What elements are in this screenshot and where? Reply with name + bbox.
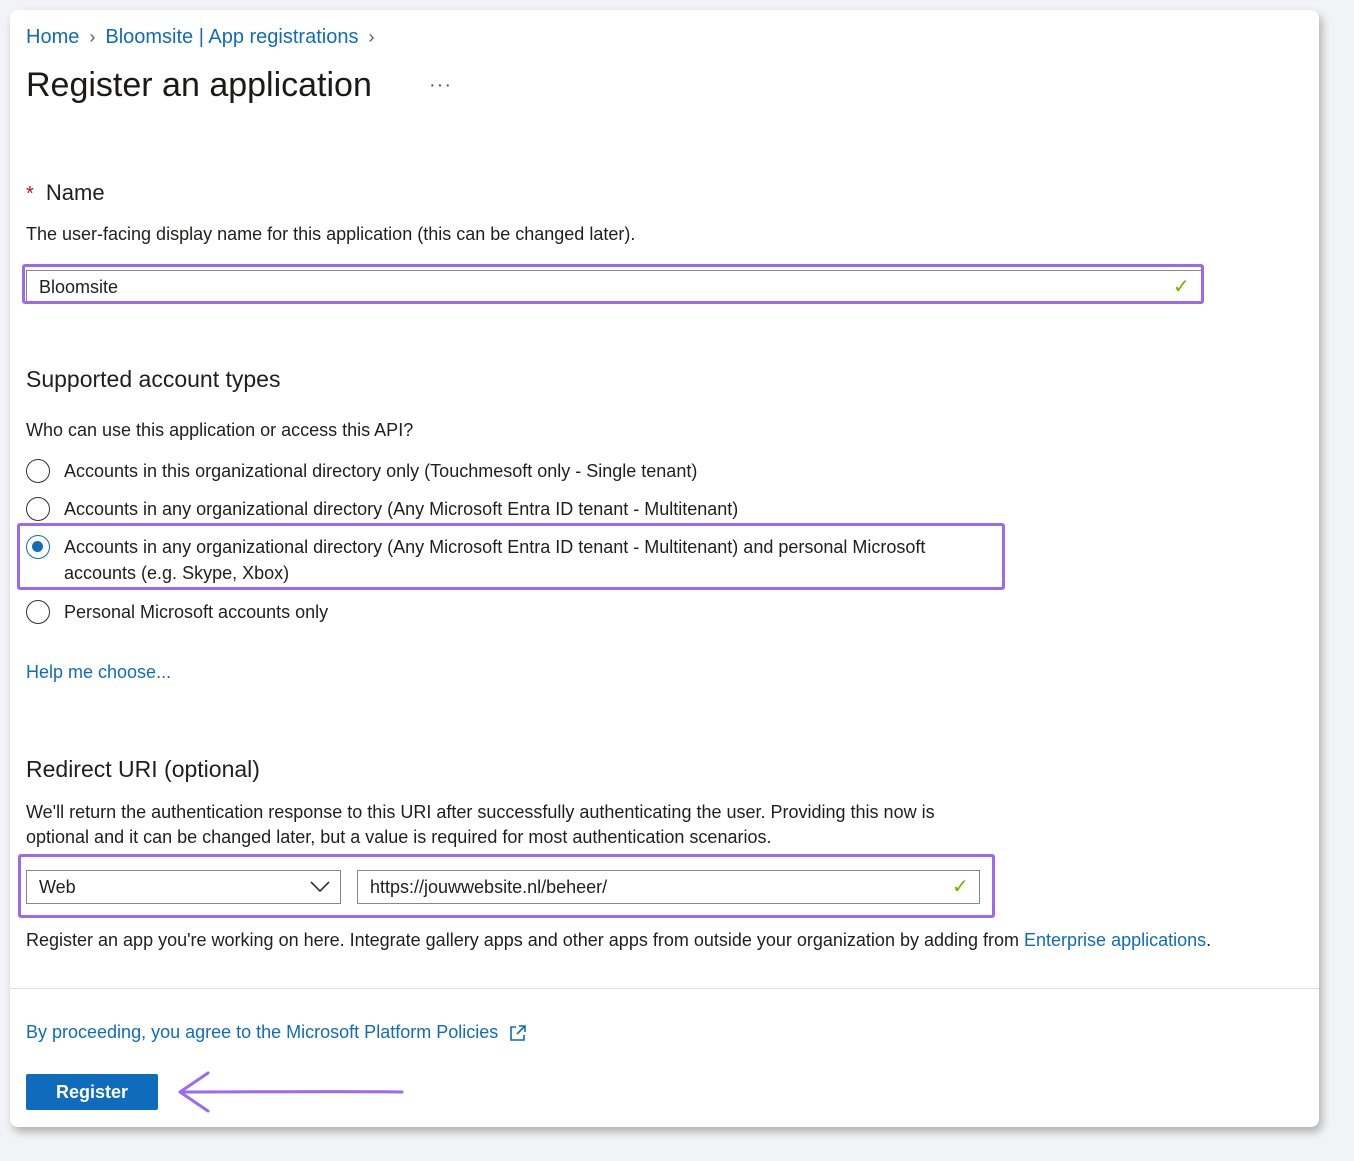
account-types-heading: Supported account types [26,366,281,392]
radio-button[interactable] [26,600,50,624]
external-link-icon [508,1023,528,1043]
name-description: The user-facing display name for this application (this can be changed later). [26,224,636,244]
page-title: Register an application [26,66,372,104]
footnote-text: Register an app you're working on here. Integrate gallery apps and other apps from outside your organization by adding from [26,930,1025,950]
footnote-end: . [1206,930,1212,950]
radio-label-line1: Accounts in any organizational directory (Any Microsoft Entra ID tenant - Multitenant) and personal Microsoft [64,537,926,557]
platform-policies-label: By proceeding, you agree to the Microsoft Platform Policies [26,1022,499,1042]
redirect-uri-value: https://jouwwebsite.nl/beheer/ [370,876,608,897]
redirect-uri-highlight-box [18,854,995,918]
register-app-panel [10,10,1319,1127]
footer-divider [10,988,1319,989]
name-input-value: Bloomsite [39,276,119,297]
breadcrumb-home-link[interactable]: Home [26,26,80,48]
breadcrumb-app-registrations-link[interactable]: Bloomsite | App registrations [105,26,359,48]
platform-policies-link[interactable] [26,1022,528,1043]
valid-check-icon: ✓ [952,876,969,898]
breadcrumb [26,26,384,49]
radio-label-line2: accounts (e.g. Skype, Xbox) [64,563,290,583]
redirect-uri-description [26,800,935,850]
name-highlight-box [22,264,1204,304]
redirect-description-line1: We'll return the authentication response to this URI after successfully authenticating the user. Providing this now is [26,802,935,822]
help-me-choose-link[interactable]: Help me choose... [26,662,172,682]
account-type-option-multitenant[interactable] [26,497,738,522]
account-type-option-personal-only[interactable] [26,600,328,625]
chevron-right-icon: › [89,27,96,47]
radio-button[interactable] [26,459,50,483]
account-types-question: Who can use this application or access this API? [26,420,414,440]
radio-label: Accounts in this organizational directory only (Touchmesoft only - Single tenant) [64,461,698,481]
register-button[interactable]: Register [26,1074,158,1110]
arrow-left-annotation-icon [170,1068,405,1116]
name-heading [26,180,105,206]
redirect-description-line2: optional and it can be changed later, but a value is required for most authentication scenarios. [26,827,772,847]
platform-select-value: Web [39,876,76,897]
radio-label: Personal Microsoft accounts only [64,602,329,622]
required-marker: * [26,183,34,205]
redirect-uri-heading: Redirect URI (optional) [26,756,260,782]
name-heading-label: Name [45,180,105,205]
radio-label: Accounts in any organizational directory (Any Microsoft Entra ID tenant - Multitenant) [64,499,739,519]
chevron-right-icon: › [368,27,375,47]
more-options-icon[interactable]: ··· [429,74,452,96]
account-type-option-single-tenant[interactable] [26,459,697,484]
enterprise-applications-link[interactable]: Enterprise applications [1024,930,1207,950]
radio-button[interactable] [26,497,50,521]
register-footnote [26,930,1211,951]
account-type-highlight-box [17,523,1005,590]
valid-check-icon: ✓ [1173,276,1190,298]
